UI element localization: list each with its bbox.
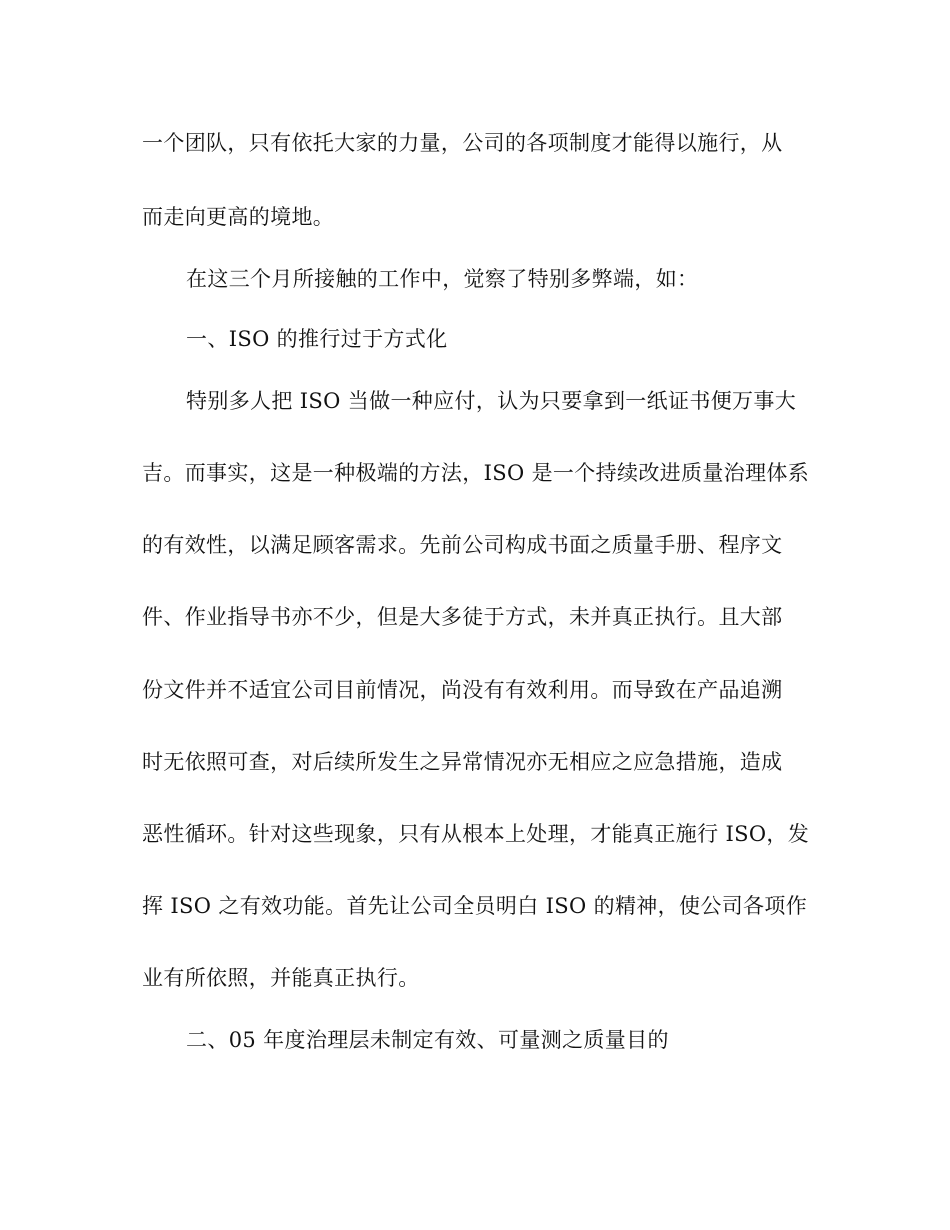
- text-line-10: 时无依照可查，对后续所发生之异常情况亦无相应之应急措施，造成: [142, 750, 783, 774]
- text-line-3: 在这三个月所接触的工作中，觉察了特别多弊端，如：: [186, 267, 699, 291]
- text-line-12: 挥 ISO 之有效功能。首先让公司全员明白 ISO 的精神，使公司各项作: [142, 894, 808, 918]
- text-line-13: 业有所依照，并能真正执行。: [142, 966, 420, 990]
- text-line-5: 特别多人把 ISO 当做一种应付，认为只要拿到一纸证书便万事大: [186, 389, 797, 413]
- text-line-1: 一个团队，只有依托大家的力量，公司的各项制度才能得以施行，从: [142, 131, 783, 155]
- text-line-8: 件、作业指导书亦不少，但是大多徒于方式，未并真正执行。且大部: [142, 605, 783, 629]
- section-heading-2: 二、05 年度治理层未制定有效、可量测之质量目的: [186, 1028, 669, 1052]
- text-line-9: 份文件并不适宜公司目前情况，尚没有有效利用。而导致在产品追溯: [142, 678, 783, 702]
- text-line-11: 恶性循环。针对这些现象，只有从根本上处理，才能真正施行 ISO，发: [142, 822, 810, 846]
- text-line-6: 吉。而事实，这是一种极端的方法，ISO 是一个持续改进质量治理体系: [142, 461, 810, 485]
- text-line-7: 的有效性，以满足顾客需求。先前公司构成书面之质量手册、程序文: [142, 533, 783, 557]
- text-line-2: 而走向更高的境地。: [142, 205, 335, 229]
- section-heading-1: 一、ISO 的推行过于方式化: [186, 327, 448, 351]
